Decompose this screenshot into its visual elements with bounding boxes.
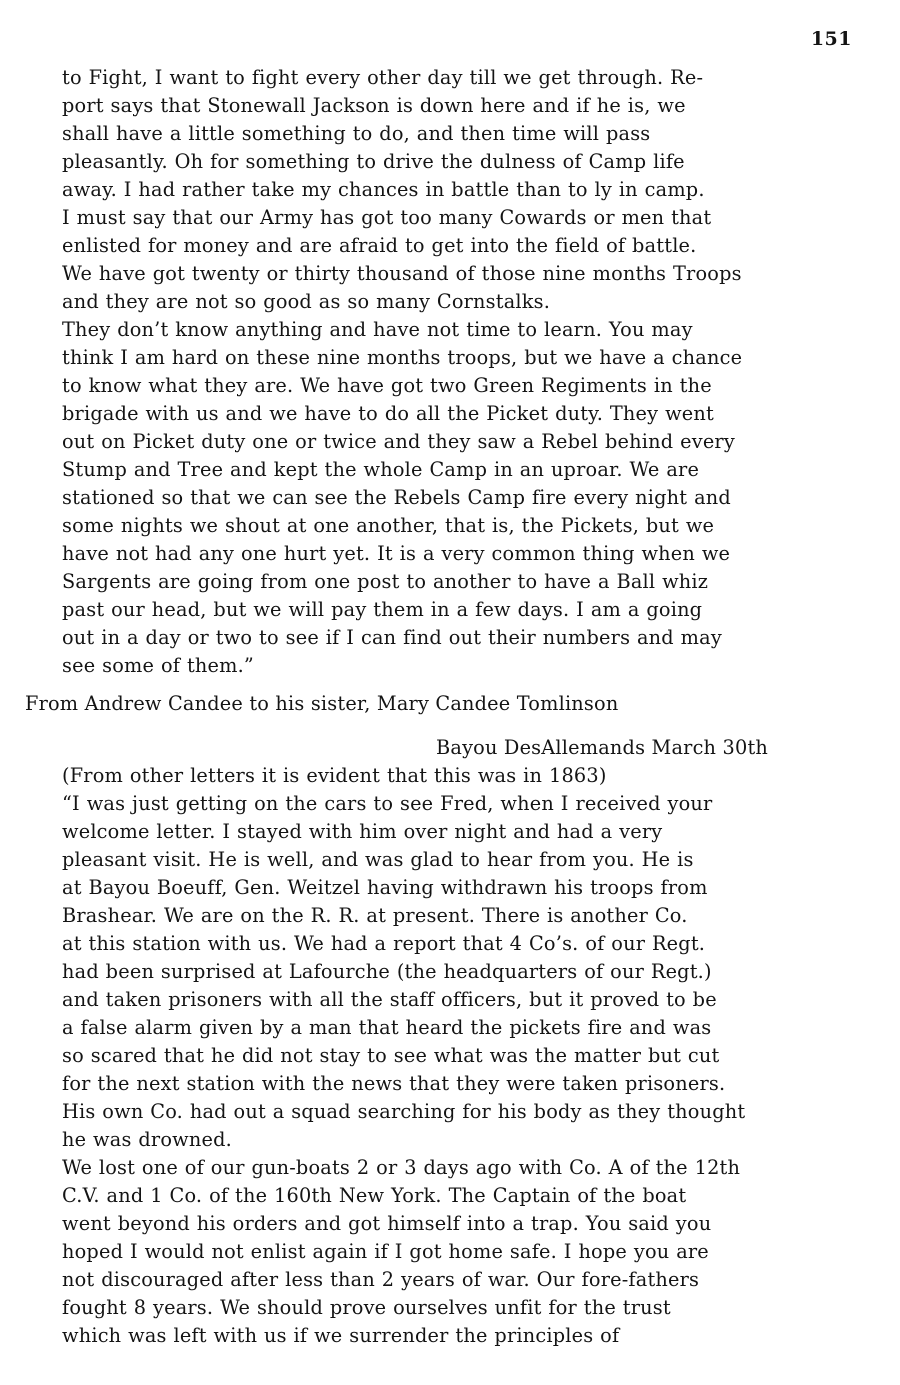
text-line: enlisted for money and are afraid to get into the field of battle. <box>62 234 697 257</box>
letter-continuation <box>62 64 852 680</box>
text-line: Brashear. We are on the R. R. at present. There is another Co. <box>62 904 688 927</box>
text-line: which was left with us if we surrender the principles of <box>62 1324 620 1347</box>
text-line: They don’t know anything and have not time to learn. You may <box>62 318 693 341</box>
text-line: some nights we shout at one another, that is, the Pickets, but we <box>62 514 715 537</box>
text-line: C.V. and 1 Co. of the 160th New York. The Captain of the boat <box>62 1184 687 1207</box>
text-line: pleasant visit. He is well, and was glad to hear from you. He is <box>62 848 694 871</box>
text-line: port says that Stonewall Jackson is down here and if he is, we <box>62 94 686 117</box>
text-line: went beyond his orders and got himself into a trap. You said you <box>62 1212 712 1235</box>
text-line: at this station with us. We had a report that 4 Co’s. of our Regt. <box>62 932 706 955</box>
text-line: “I was just getting on the cars to see Fred, when I received your <box>62 792 713 815</box>
text-line: have not had any one hurt yet. It is a very common thing when we <box>62 542 731 565</box>
text-line: not discouraged after less than 2 years of war. Our fore-fathers <box>62 1268 700 1291</box>
text-line: shall have a little something to do, and then time will pass <box>62 122 651 145</box>
text-line: welcome letter. I stayed with him over night and had a very <box>62 820 663 843</box>
text-line: to know what they are. We have got two Green Regiments in the <box>62 374 712 397</box>
text-line: away. I had rather take my chances in battle than to ly in camp. <box>62 178 705 201</box>
text-line: (From other letters it is evident that this was in 1863) <box>62 764 607 787</box>
text-line: so scared that he did not stay to see what was the matter but cut <box>62 1044 720 1067</box>
letter-body <box>62 762 852 1350</box>
text-line: stationed so that we can see the Rebels Camp fire every night and <box>62 486 731 509</box>
text-line: Stump and Tree and kept the whole Camp in an uproar. We are <box>62 458 700 481</box>
text-line: His own Co. had out a squad searching for his body as they thought <box>62 1100 746 1123</box>
text-line: and taken prisoners with all the staff officers, but it proved to be <box>62 988 717 1011</box>
text-line: see some of them.” <box>62 654 254 677</box>
text-line: and they are not so good as so many Cornstalks. <box>62 290 551 313</box>
text-line: I must say that our Army has got too many Cowards or men that <box>62 206 712 229</box>
text-line: pleasantly. Oh for something to drive the dulness of Camp life <box>62 150 685 173</box>
text-line: out on Picket duty one or twice and they saw a Rebel behind every <box>62 430 735 453</box>
text-line: brigade with us and we have to do all the Picket duty. They went <box>62 402 714 425</box>
text-line: fought 8 years. We should prove ourselves unfit for the trust <box>62 1296 671 1319</box>
text-line: out in a day or two to see if I can find out their numbers and may <box>62 626 722 649</box>
text-line: for the next station with the news that they were taken prisoners. <box>62 1072 726 1095</box>
text-line: Sargents are going from one post to another to have a Ball whiz <box>62 570 709 593</box>
letter-intro-heading: From Andrew Candee to his sister, Mary Candee Tomlinson <box>25 692 619 715</box>
text-line: he was drowned. <box>62 1128 232 1151</box>
text-line: think I am hard on these nine months troops, but we have a chance <box>62 346 743 369</box>
letter-dateline: Bayou DesAllemands March 30th <box>436 736 769 759</box>
text-line: a false alarm given by a man that heard the pickets fire and was <box>62 1016 712 1039</box>
text-line: hoped I would not enlist again if I got home safe. I hope you are <box>62 1240 709 1263</box>
text-line: We have got twenty or thirty thousand of those nine months Troops <box>62 262 742 285</box>
text-line: past our head, but we will pay them in a few days. I am a going <box>62 598 703 621</box>
text-line: at Bayou Boeuff, Gen. Weitzel having withdrawn his troops from <box>62 876 708 899</box>
text-line: had been surprised at Lafourche (the headquarters of our Regt.) <box>62 960 712 983</box>
text-line: We lost one of our gun-boats 2 or 3 days ago with Co. A of the 12th <box>62 1156 741 1179</box>
text-line: to Fight, I want to fight every other day till we get through. Re- <box>62 66 704 89</box>
page-number: 151 <box>810 28 852 50</box>
